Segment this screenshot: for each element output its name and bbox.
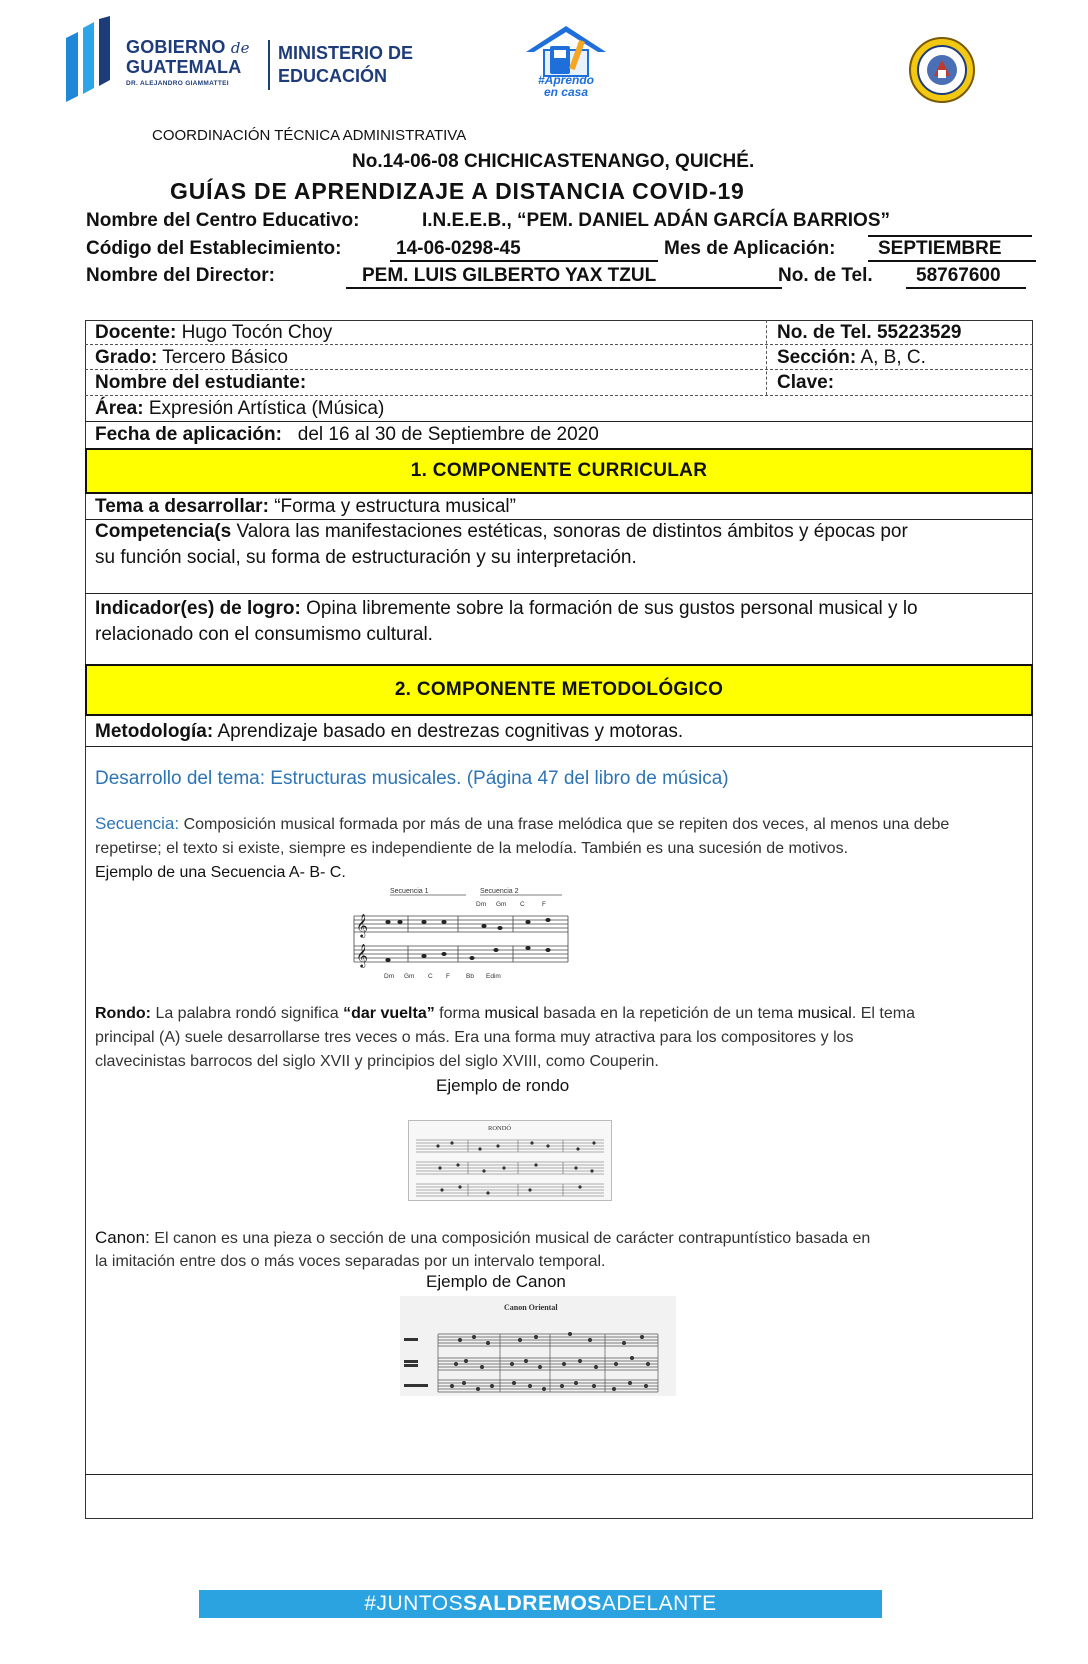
score1-chord-bottom: Gm [404,973,415,980]
score1-chord-top: Gm [496,901,507,908]
centro-value: I.N.E.E.B., “PEM. DANIEL ADÁN GARCÍA BARRIOS” [422,210,890,231]
codigo-label: Código del Establecimiento: [86,238,342,259]
director-tel-label: No. de Tel. [778,265,873,286]
score3-title: Canon Oriental [504,1303,558,1312]
score2-title: RONDÓ [488,1125,512,1132]
score1-chord-bottom: Bb [466,973,474,980]
score1-chord-bottom: Edim [486,973,501,980]
score1-label-b: Secuencia 2 [480,888,519,895]
coordinacion-line: COORDINACIÓN TÉCNICA ADMINISTRATIVA [152,127,467,144]
mes-label: Mes de Aplicación: [664,238,836,259]
score1-chord-bottom: C [428,973,433,980]
gobierno-logo-bars-icon [66,16,114,102]
mes-value: SEPTIEMBRE [868,238,1036,262]
institution-number: No.14-06-08 CHICHICASTENANGO, QUICHÉ. [352,151,755,172]
director-label: Nombre del Director: [86,265,275,286]
metodologia-cell: Metodología: Aprendizaje basado en destrezas cognitivas y motoras. [95,721,684,742]
director-tel-value: 58767600 [906,265,1026,289]
score1-chord-top: Dm [476,901,487,908]
school-seal-icon [908,34,976,106]
row-divider [85,746,1033,747]
row-divider [85,421,1033,422]
score1-chord-bottom: F [446,973,450,980]
secuencia-score-image [348,884,572,984]
svg-text:𝄞: 𝄞 [356,915,368,937]
rondo-score-image [408,1120,612,1204]
competencia-cell: Competencia(s Valora las manifestaciones estéticas, sonoras de distintos ámbitos y épocas por su función social, su forma de estructuración y su interpretación. [95,521,908,568]
logo-separator [268,40,270,90]
canon-score-image [400,1296,676,1396]
director-value: PEM. LUIS GILBERTO YAX TZUL [346,265,782,289]
canon-paragraph: Canon: El canon es una pieza o sección de una composición musical de carácter contrapuntístico basada en la imitación entre dos o más voces separadas por un intervalo temporal. [95,1228,871,1270]
secuencia-paragraph: Secuencia: Composición musical formada por más de una frase melódica que se repiten dos veces, al menos una debe repetirse; el texto si existe, siempre es independiente de la melodía. También es una sucesión de motivos. Ejemplo de una Secuencia A- B- C. [95,814,950,881]
score1-chord-top: F [542,901,546,908]
mes-top-rule [868,235,1032,237]
area-cell: Área: Expresión Artística (Música) [95,398,385,419]
rondo-paragraph: Rondo: La palabra rondó significa “dar vuelta” forma musical basada en la repetición de un tema musical. El tema principal (A) suele desarrollarse tres veces o más. Era una forma muy atractiva para los compositores y los clavecinistas barrocos del siglo XVII y principios del siglo XVIII, como Couperin. [95,1005,915,1070]
docente-cell: Docente: Hugo Tocón Choy [95,322,333,343]
gobierno-logo-text: GOBIERNO de GUATEMALA DR. ALEJANDRO GIAMMATTEI [126,37,250,87]
juntos-saldremos-adelante-banner: #JUNTOSSALDREMOSADELANTE [199,1590,882,1618]
seccion-cell: Sección: A, B, C. [777,347,926,368]
guide-title: GUÍAS DE APRENDIZAJE A DISTANCIA COVID-19 [170,178,745,204]
column-divider [766,320,767,395]
fecha-cell: Fecha de aplicación: del 16 al 30 de Septiembre de 2020 [95,424,599,445]
estudiante-label: Nombre del estudiante: [95,372,307,393]
centro-label: Nombre del Centro Educativo: [86,210,360,231]
tel-docente-cell: No. de Tel. 55223529 [777,322,962,343]
ministerio-logo-text: MINISTERIO DE EDUCACIÓN [278,43,414,86]
row-divider [85,1474,1033,1475]
componente-metodologico-heading: 2. COMPONENTE METODOLÓGICO [85,664,1033,716]
aprendo-en-casa-tag: #Aprendo en casa [537,73,594,99]
canon-example-label: Ejemplo de Canon [426,1272,566,1291]
tema-cell: Tema a desarrollar: “Forma y estructura musical” [95,496,516,517]
codigo-value: 14-06-0298-45 [390,238,658,262]
clave-label: Clave: [777,372,835,393]
indicador-cell: Indicador(es) de logro: Opina libremente sobre la formación de sus gustos personal musical y lo relacionado con el consumismo cultural. [95,598,918,645]
score1-chord-top: C [520,901,525,908]
componente-curricular-heading: 1. COMPONENTE CURRICULAR [85,448,1033,494]
rondo-example-label: Ejemplo de rondo [436,1076,570,1095]
score1-chord-bottom: Dm [384,973,395,980]
score1-label-a: Secuencia 1 [390,888,429,895]
row-divider [85,593,1033,594]
grado-cell: Grado: Tercero Básico [95,347,288,368]
svg-text:𝄞: 𝄞 [356,945,368,967]
row-divider [85,395,1033,396]
desarrollo-title: Desarrollo del tema: Estructuras musicales. (Página 47 del libro de música) [95,768,729,789]
